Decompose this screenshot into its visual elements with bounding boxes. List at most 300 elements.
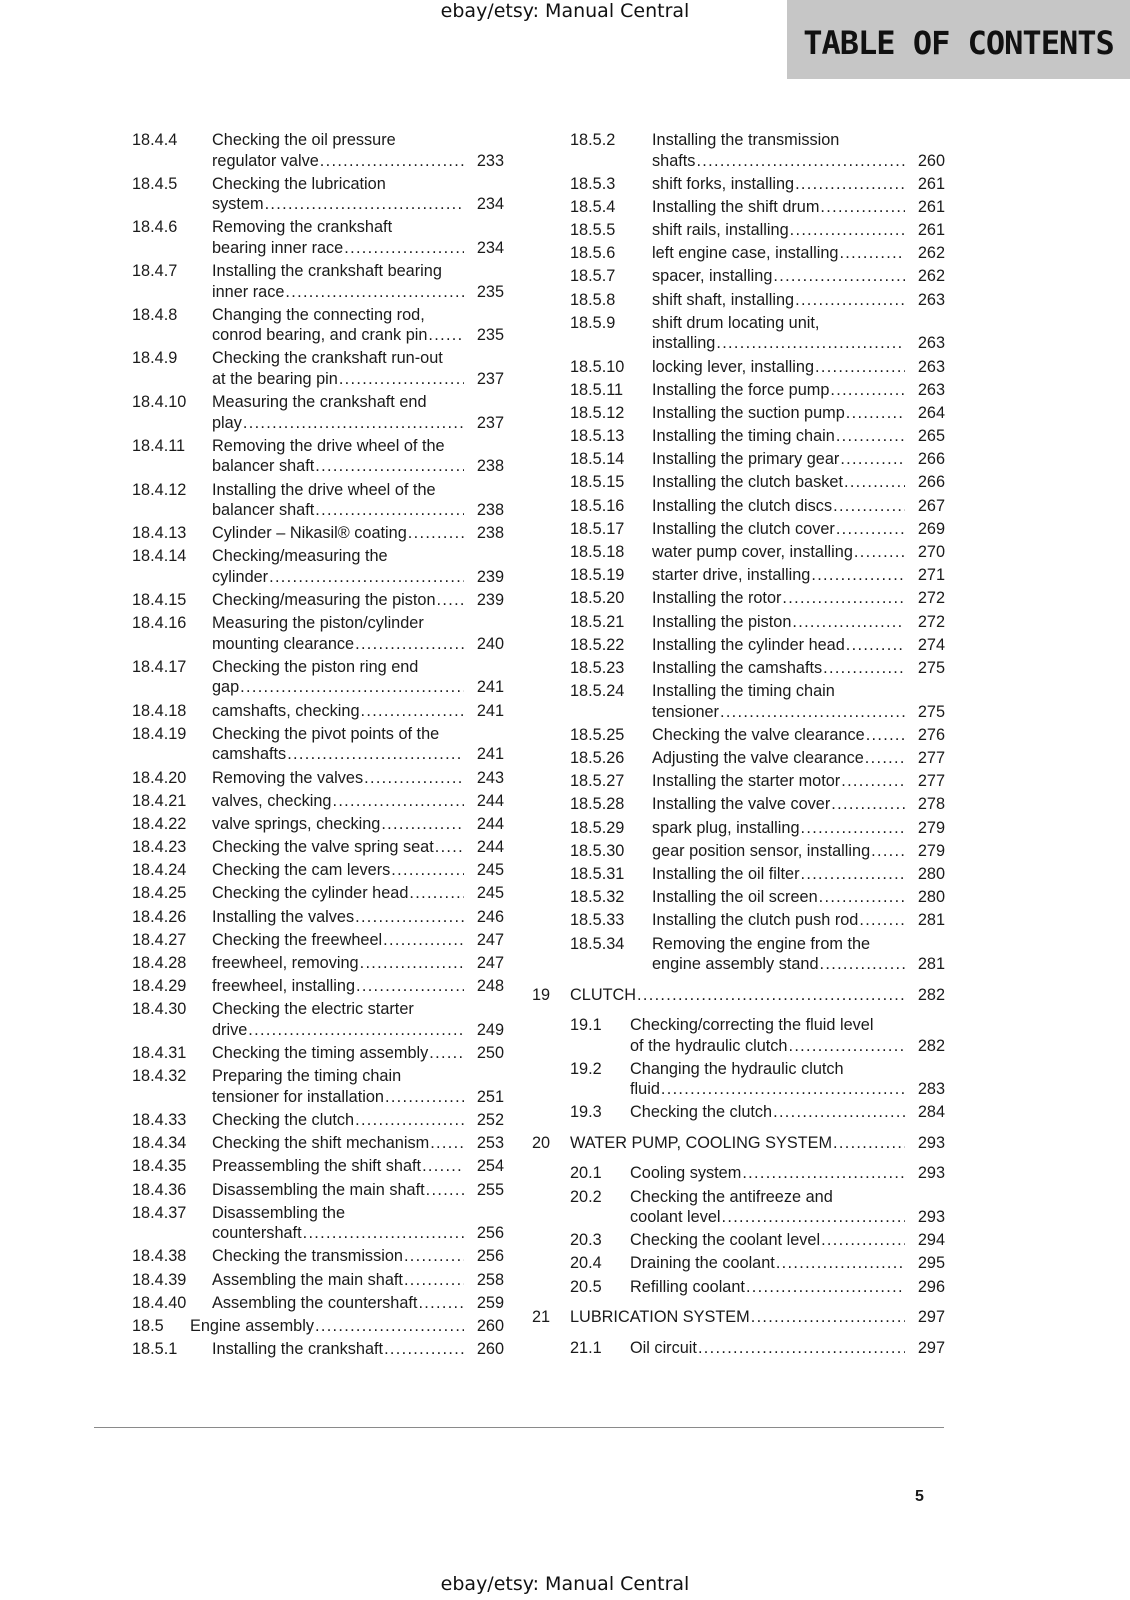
toc-entry[interactable] [532, 380, 945, 401]
toc-entry-number: 18.4.28 [132, 954, 187, 972]
toc-dot-leader [428, 325, 464, 346]
toc-entry-title: fluid [630, 1080, 660, 1099]
toc-left-column [132, 130, 504, 1362]
toc-entry-title: Assembling the main shaft [212, 1270, 403, 1289]
toc-entry-title: Installing the clutch push rod [652, 911, 859, 930]
toc-entry-page: 241 [476, 678, 504, 697]
toc-entry[interactable] [532, 1015, 945, 1056]
toc-entry-page: 240 [476, 634, 504, 653]
toc-entry-number: 18.5.32 [570, 888, 625, 907]
toc-entry[interactable] [132, 1133, 504, 1154]
toc-entry[interactable] [532, 449, 945, 470]
toc-entry-page: 294 [917, 1231, 945, 1250]
toc-entry[interactable] [532, 985, 945, 1006]
toc-entry[interactable] [532, 519, 945, 540]
toc-entry-number: 18.4.30 [132, 1000, 187, 1019]
toc-entry-page: 275 [917, 658, 945, 677]
toc-entry-page: 281 [917, 911, 945, 930]
toc-entry[interactable] [532, 472, 945, 493]
toc-entry-title: shift rails, installing [652, 221, 789, 240]
toc-entry-number: 18.4.8 [132, 305, 178, 324]
toc-entry-title: Preparing the timing chain [212, 1067, 402, 1086]
toc-entry[interactable] [132, 392, 504, 433]
page-title: TABLE OF CONTENTS [803, 24, 1114, 62]
toc-entry[interactable] [532, 794, 945, 815]
toc-entry-title: Checking the clutch [212, 1110, 355, 1129]
toc-entry-number: 18.4.34 [132, 1134, 187, 1153]
toc-entry[interactable] [532, 357, 945, 378]
toc-entry-title: drive [212, 1020, 248, 1039]
toc-entry[interactable] [132, 305, 504, 346]
toc-entry[interactable] [132, 1246, 504, 1267]
toc-entry-title: mounting clearance [212, 634, 355, 653]
toc-entry-page: 281 [917, 955, 945, 973]
toc-entry[interactable] [132, 724, 504, 765]
toc-entry-number: 20.5 [570, 1277, 602, 1296]
toc-entry[interactable] [532, 1133, 945, 1154]
toc-entry[interactable] [132, 907, 504, 928]
toc-dot-leader [384, 1339, 464, 1360]
toc-entry-title: play [212, 413, 242, 432]
toc-dot-leader [801, 818, 905, 839]
toc-dot-leader [819, 887, 905, 908]
toc-entry[interactable] [132, 791, 504, 812]
toc-entry-page: 278 [917, 795, 945, 814]
toc-dot-leader [836, 519, 905, 540]
toc-entry-title: gap [212, 678, 240, 697]
toc-entry[interactable] [532, 220, 945, 241]
toc-entry-page: 282 [917, 1036, 945, 1055]
toc-entry-page: 269 [917, 519, 945, 538]
toc-entry-page: 263 [917, 357, 945, 376]
toc-entry[interactable] [132, 480, 504, 521]
toc-entry-title: Removing the crankshaft [212, 218, 393, 237]
toc-dot-leader [383, 930, 464, 951]
toc-entry-number: 18.4.33 [132, 1110, 187, 1129]
toc-entry-title: Installing the transmission [652, 131, 840, 149]
toc-dot-leader [742, 1163, 905, 1184]
toc-dot-leader [409, 883, 464, 904]
toc-entry-number: 18.4.40 [132, 1293, 187, 1312]
toc-dot-leader [303, 1223, 464, 1244]
toc-entry-number: 20.2 [570, 1187, 602, 1206]
toc-entry-title: Installing the oil screen [652, 888, 818, 907]
toc-entry-page: 263 [917, 380, 945, 399]
toc-entry-page: 250 [476, 1044, 504, 1063]
toc-entry-title: Checking the freewheel [212, 930, 383, 949]
toc-entry-title: left engine case, installing [652, 244, 839, 263]
toc-dot-leader [418, 1293, 464, 1314]
toc-entry-number: 18.5.29 [570, 818, 625, 837]
toc-entry-number: 18.5.31 [570, 864, 625, 883]
toc-entry-number: 18.4.37 [132, 1203, 187, 1222]
toc-entry[interactable] [132, 657, 504, 698]
toc-entry-title: Installing the force pump [652, 380, 830, 399]
toc-entry-title: Installing the clutch cover [652, 519, 835, 538]
toc-dot-leader [833, 496, 905, 517]
toc-dot-leader [381, 814, 464, 835]
toc-entry-title: Installing the crankshaft [212, 1340, 384, 1359]
toc-dot-leader [716, 333, 905, 354]
toc-entry-page: 248 [476, 977, 504, 996]
toc-dot-leader [430, 1133, 464, 1154]
toc-entry[interactable] [532, 818, 945, 839]
toc-entry-number: 18.4.19 [132, 724, 187, 743]
toc-entry[interactable] [132, 1180, 504, 1201]
toc-entry-number: 18.4.10 [132, 393, 187, 412]
toc-dot-leader [782, 588, 905, 609]
toc-entry[interactable] [132, 768, 504, 789]
toc-entry-number: 18.5.11 [570, 380, 624, 399]
toc-dot-leader [637, 985, 905, 1006]
toc-entry-title: valves, checking [212, 791, 332, 810]
toc-entry-title: camshafts, checking [212, 701, 360, 720]
toc-entry-title: Checking/correcting the fluid level [630, 1016, 874, 1034]
toc-entry-page: 280 [917, 888, 945, 907]
toc-entry-title: Installing the suction pump [652, 403, 845, 422]
toc-entry[interactable] [532, 748, 945, 769]
toc-entry[interactable] [532, 542, 945, 563]
toc-entry[interactable] [132, 348, 504, 389]
toc-entry-page: 296 [917, 1277, 945, 1296]
toc-entry-number: 18.5.15 [570, 473, 625, 492]
toc-entry-page: 282 [917, 985, 945, 1004]
toc-entry-title: Installing the primary gear [652, 450, 840, 469]
toc-entry-number: 18.4.32 [132, 1067, 187, 1086]
toc-entry-title: balancer shaft [212, 501, 315, 519]
toc-entry-page: 272 [917, 612, 945, 631]
toc-entry[interactable] [532, 565, 945, 586]
toc-entry[interactable] [532, 313, 945, 354]
toc-entry-title: Cooling system [630, 1164, 742, 1183]
toc-entry[interactable] [532, 841, 945, 862]
toc-entry-title: Removing the valves [212, 768, 364, 787]
toc-entry[interactable] [132, 701, 504, 722]
toc-entry[interactable] [132, 1316, 504, 1337]
toc-entry-title: Installing the valve cover [652, 795, 831, 814]
toc-entry-title: installing [652, 334, 716, 353]
toc-entry-title: system [212, 195, 264, 214]
toc-entry[interactable] [532, 403, 945, 424]
toc-entry[interactable] [132, 883, 504, 904]
toc-entry-title: conrod bearing, and crank pin [212, 326, 428, 345]
toc-entry-number: 20.4 [570, 1254, 602, 1273]
toc-entry[interactable] [132, 837, 504, 858]
toc-entry-title: Installing the clutch discs [652, 496, 833, 515]
toc-entry[interactable] [532, 290, 945, 311]
toc-dot-leader [269, 567, 464, 588]
toc-entry-page: 277 [917, 749, 945, 767]
toc-entry-number: 18.5.33 [570, 911, 625, 930]
toc-entry-number: 18.4.29 [132, 977, 187, 996]
toc-entry[interactable] [132, 1293, 504, 1314]
toc-entry-title: Checking/measuring the piston [212, 591, 436, 610]
toc-entry-title: Installing the piston [652, 612, 792, 631]
toc-dot-leader [773, 266, 905, 287]
toc-entry-page: 295 [917, 1254, 945, 1273]
toc-entry-title: Checking the cam levers [212, 861, 391, 880]
toc-entry[interactable] [532, 658, 945, 679]
toc-entry-number: 18.5.9 [570, 313, 616, 332]
toc-entry-page: 279 [917, 818, 945, 837]
toc-dot-leader [836, 426, 905, 447]
toc-entry-title: tensioner for installation [212, 1087, 384, 1106]
toc-dot-leader [823, 658, 905, 679]
toc-entry-title: Draining the coolant [630, 1254, 775, 1273]
toc-entry-title: Checking the valve clearance [652, 725, 865, 744]
toc-entry[interactable] [532, 934, 945, 975]
toc-entry-number: 18.4.14 [132, 547, 187, 566]
toc-dot-leader [840, 449, 905, 470]
toc-entry[interactable] [532, 130, 945, 171]
toc-entry[interactable] [532, 864, 945, 885]
toc-entry-page: 266 [917, 450, 945, 469]
toc-dot-leader [776, 1253, 905, 1274]
toc-entry-number: 18.4.24 [132, 861, 187, 880]
toc-dot-leader [426, 1180, 464, 1201]
toc-entry[interactable] [132, 860, 504, 881]
toc-entry-title: spacer, installing [652, 267, 773, 286]
toc-entry[interactable] [132, 261, 504, 302]
toc-dot-leader [315, 500, 464, 521]
toc-dot-leader [315, 1316, 464, 1337]
toc-entry-title: shift shaft, installing [652, 290, 795, 309]
toc-dot-leader [243, 413, 464, 434]
toc-dot-leader [435, 837, 464, 858]
toc-entry-title: Preassembling the shift shaft [212, 1157, 422, 1176]
toc-entry[interactable] [532, 174, 945, 195]
toc-entry-number: 19 [532, 985, 551, 1004]
toc-entry-page: 235 [476, 326, 504, 345]
toc-entry-number: 18.5.6 [570, 244, 616, 263]
toc-entry-title: inner race [212, 282, 285, 301]
toc-entry-page: 253 [476, 1134, 504, 1153]
toc-entry-number: 18.5.21 [570, 612, 625, 631]
toc-entry-number: 19.3 [570, 1103, 602, 1122]
toc-entry-number: 18.4.35 [132, 1157, 187, 1176]
toc-entry-title: Removing the drive wheel of the [212, 436, 445, 455]
toc-dot-leader [385, 1087, 464, 1108]
toc-dot-leader [344, 238, 464, 259]
toc-entry[interactable] [132, 1203, 504, 1244]
toc-entry-page: 238 [476, 457, 504, 476]
toc-dot-leader [815, 357, 905, 378]
toc-entry[interactable] [132, 217, 504, 258]
toc-dot-leader [285, 282, 464, 303]
toc-entry[interactable] [532, 243, 945, 264]
toc-entry-page: 235 [476, 282, 504, 301]
toc-entry-page: 241 [476, 701, 504, 720]
toc-entry[interactable] [532, 725, 945, 746]
toc-entry-number: 18.4.22 [132, 814, 187, 833]
toc-entry[interactable] [532, 910, 945, 931]
toc-dot-leader [361, 701, 464, 722]
toc-entry[interactable] [132, 1270, 504, 1291]
toc-entry-page: 263 [917, 334, 945, 353]
toc-dot-leader [790, 220, 905, 241]
toc-entry-title: Installing the cylinder head [652, 635, 845, 654]
toc-entry-number: 18.5.20 [570, 589, 625, 608]
toc-entry-number: 18.4.9 [132, 349, 178, 368]
toc-entry-title: Checking the timing assembly [212, 1044, 429, 1063]
toc-entry-page: 261 [917, 174, 945, 193]
toc-entry[interactable] [532, 1307, 945, 1328]
toc-entry[interactable] [532, 1059, 945, 1100]
toc-entry[interactable] [532, 1277, 945, 1298]
toc-entry-title: Assembling the countershaft [212, 1293, 418, 1312]
toc-entry[interactable] [532, 771, 945, 792]
toc-entry-number: 18.5.22 [570, 635, 625, 654]
toc-dot-leader [839, 243, 905, 264]
toc-entry[interactable] [132, 590, 504, 611]
header-band [787, 0, 1130, 79]
toc-dot-leader [841, 771, 905, 792]
toc-entry-page: 255 [476, 1180, 504, 1199]
toc-dot-leader [821, 1230, 905, 1251]
toc-entry[interactable] [132, 999, 504, 1040]
toc-entry[interactable] [132, 1110, 504, 1131]
toc-entry[interactable] [132, 814, 504, 835]
toc-entry-title: Cylinder – Nikasil® coating [212, 524, 407, 543]
toc-entry-number: 18.5.5 [570, 221, 616, 240]
toc-entry-number: 21.1 [570, 1338, 602, 1357]
toc-entry[interactable] [532, 1163, 945, 1184]
toc-entry-page: 238 [476, 501, 504, 519]
toc-entry-title: Adjusting the valve clearance [652, 749, 864, 767]
toc-entry-title: Refilling coolant [630, 1277, 745, 1296]
toc-entry[interactable] [132, 976, 504, 997]
toc-entry-title: Checking the transmission [212, 1247, 403, 1266]
toc-entry-title: WATER PUMP, COOLING SYSTEM [570, 1133, 833, 1152]
toc-entry-page: 284 [917, 1103, 945, 1122]
toc-entry-title: Checking the antifreeze and [630, 1187, 833, 1206]
toc-entry-title: cylinder [212, 567, 269, 586]
toc-entry[interactable] [132, 953, 504, 974]
toc-entry-page: 277 [917, 772, 945, 791]
toc-entry[interactable] [132, 546, 504, 587]
toc-right-column [532, 130, 945, 1361]
toc-entry[interactable] [532, 426, 945, 447]
toc-dot-leader [364, 768, 464, 789]
toc-entry[interactable] [532, 1102, 945, 1123]
toc-entry-page: 293 [917, 1164, 945, 1183]
toc-entry[interactable] [132, 523, 504, 544]
toc-dot-leader [795, 174, 905, 195]
toc-entry-page: 263 [917, 290, 945, 309]
toc-entry-number: 18.5.19 [570, 566, 625, 585]
toc-entry[interactable] [132, 930, 504, 951]
toc-entry[interactable] [132, 1156, 504, 1177]
toc-entry[interactable] [532, 612, 945, 633]
toc-entry-number: 18.5.2 [570, 131, 616, 149]
toc-dot-leader [844, 472, 905, 493]
toc-entry-title: shafts [652, 151, 696, 170]
toc-entry-title: engine assembly stand [652, 955, 819, 973]
toc-entry-page: 260 [917, 151, 945, 170]
toc-dot-leader [871, 841, 905, 862]
toc-entry-number: 18.5.17 [570, 519, 625, 538]
toc-dot-leader [356, 976, 464, 997]
toc-entry-page: 258 [476, 1270, 504, 1289]
toc-entry-title: water pump cover, installing [652, 543, 853, 561]
toc-entry[interactable] [532, 635, 945, 656]
toc-entry-page: 246 [476, 907, 504, 926]
toc-dot-leader [339, 369, 464, 390]
toc-entry-page: 249 [476, 1020, 504, 1039]
toc-entry-number: 18.5.8 [570, 290, 616, 309]
toc-entry[interactable] [532, 588, 945, 609]
toc-entry-number: 18.5.24 [570, 682, 625, 701]
toc-entry-page: 247 [476, 930, 504, 949]
toc-dot-leader [240, 677, 464, 698]
toc-entry-number: 20.3 [570, 1231, 602, 1250]
toc-entry[interactable] [132, 174, 504, 215]
toc-entry-page: 271 [917, 566, 945, 585]
toc-entry-number: 18.5.27 [570, 772, 625, 791]
toc-entry-number: 18.4.16 [132, 614, 187, 633]
toc-dot-leader [391, 860, 464, 881]
toc-entry-title: Checking the electric starter [212, 1000, 414, 1019]
toc-entry-title: Installing the rotor [652, 589, 782, 608]
toc-entry-page: 293 [917, 1208, 945, 1227]
toc-entry-page: 276 [917, 725, 945, 744]
toc-entry[interactable] [532, 496, 945, 517]
toc-entry-page: 266 [917, 473, 945, 492]
toc-dot-leader [846, 403, 905, 424]
toc-entry[interactable] [132, 1043, 504, 1064]
toc-entry[interactable] [532, 197, 945, 218]
toc-entry-page: 275 [917, 702, 945, 721]
toc-entry[interactable] [532, 887, 945, 908]
toc-entry[interactable] [132, 130, 504, 171]
toc-dot-leader [865, 748, 905, 769]
toc-entry[interactable] [532, 1253, 945, 1274]
toc-entry-page: 297 [917, 1308, 945, 1327]
toc-entry-title: Installing the timing chain [652, 427, 835, 446]
footer-divider [94, 1427, 944, 1428]
toc-entry-number: 18.4.15 [132, 591, 187, 610]
toc-entry[interactable] [132, 436, 504, 477]
toc-entry-page: 254 [476, 1157, 504, 1176]
toc-entry-title: bearing inner race [212, 238, 344, 257]
toc-entry-number: 18.5.13 [570, 427, 625, 446]
toc-entry-page: 243 [476, 768, 504, 787]
toc-entry-title: spark plug, installing [652, 818, 800, 837]
toc-entry-number: 18.5.14 [570, 450, 625, 469]
toc-entry-page: 247 [476, 954, 504, 972]
toc-entry-title: Engine assembly [190, 1316, 314, 1335]
toc-entry-number: 18.4.38 [132, 1247, 187, 1266]
page-number: 5 [915, 1488, 924, 1505]
toc-entry[interactable] [532, 1338, 945, 1359]
toc-entry[interactable] [532, 266, 945, 287]
toc-entry-page: 283 [917, 1080, 945, 1099]
toc-entry-number: 18.4.6 [132, 218, 178, 237]
toc-entry-number: 18.4.17 [132, 657, 187, 676]
toc-entry[interactable] [132, 1066, 504, 1107]
toc-entry[interactable] [132, 1339, 504, 1360]
toc-entry-title: Installing the drive wheel of the [212, 480, 436, 499]
toc-dot-leader [360, 953, 464, 974]
toc-dot-leader [429, 1043, 464, 1064]
toc-entry[interactable] [532, 1187, 945, 1228]
toc-entry-number: 18.4.11 [132, 436, 186, 455]
toc-entry-number: 18.5.23 [570, 658, 625, 677]
toc-entry[interactable] [132, 613, 504, 654]
toc-entry[interactable] [532, 681, 945, 722]
toc-entry[interactable] [532, 1230, 945, 1251]
toc-entry-title: Installing the oil filter [652, 864, 800, 883]
